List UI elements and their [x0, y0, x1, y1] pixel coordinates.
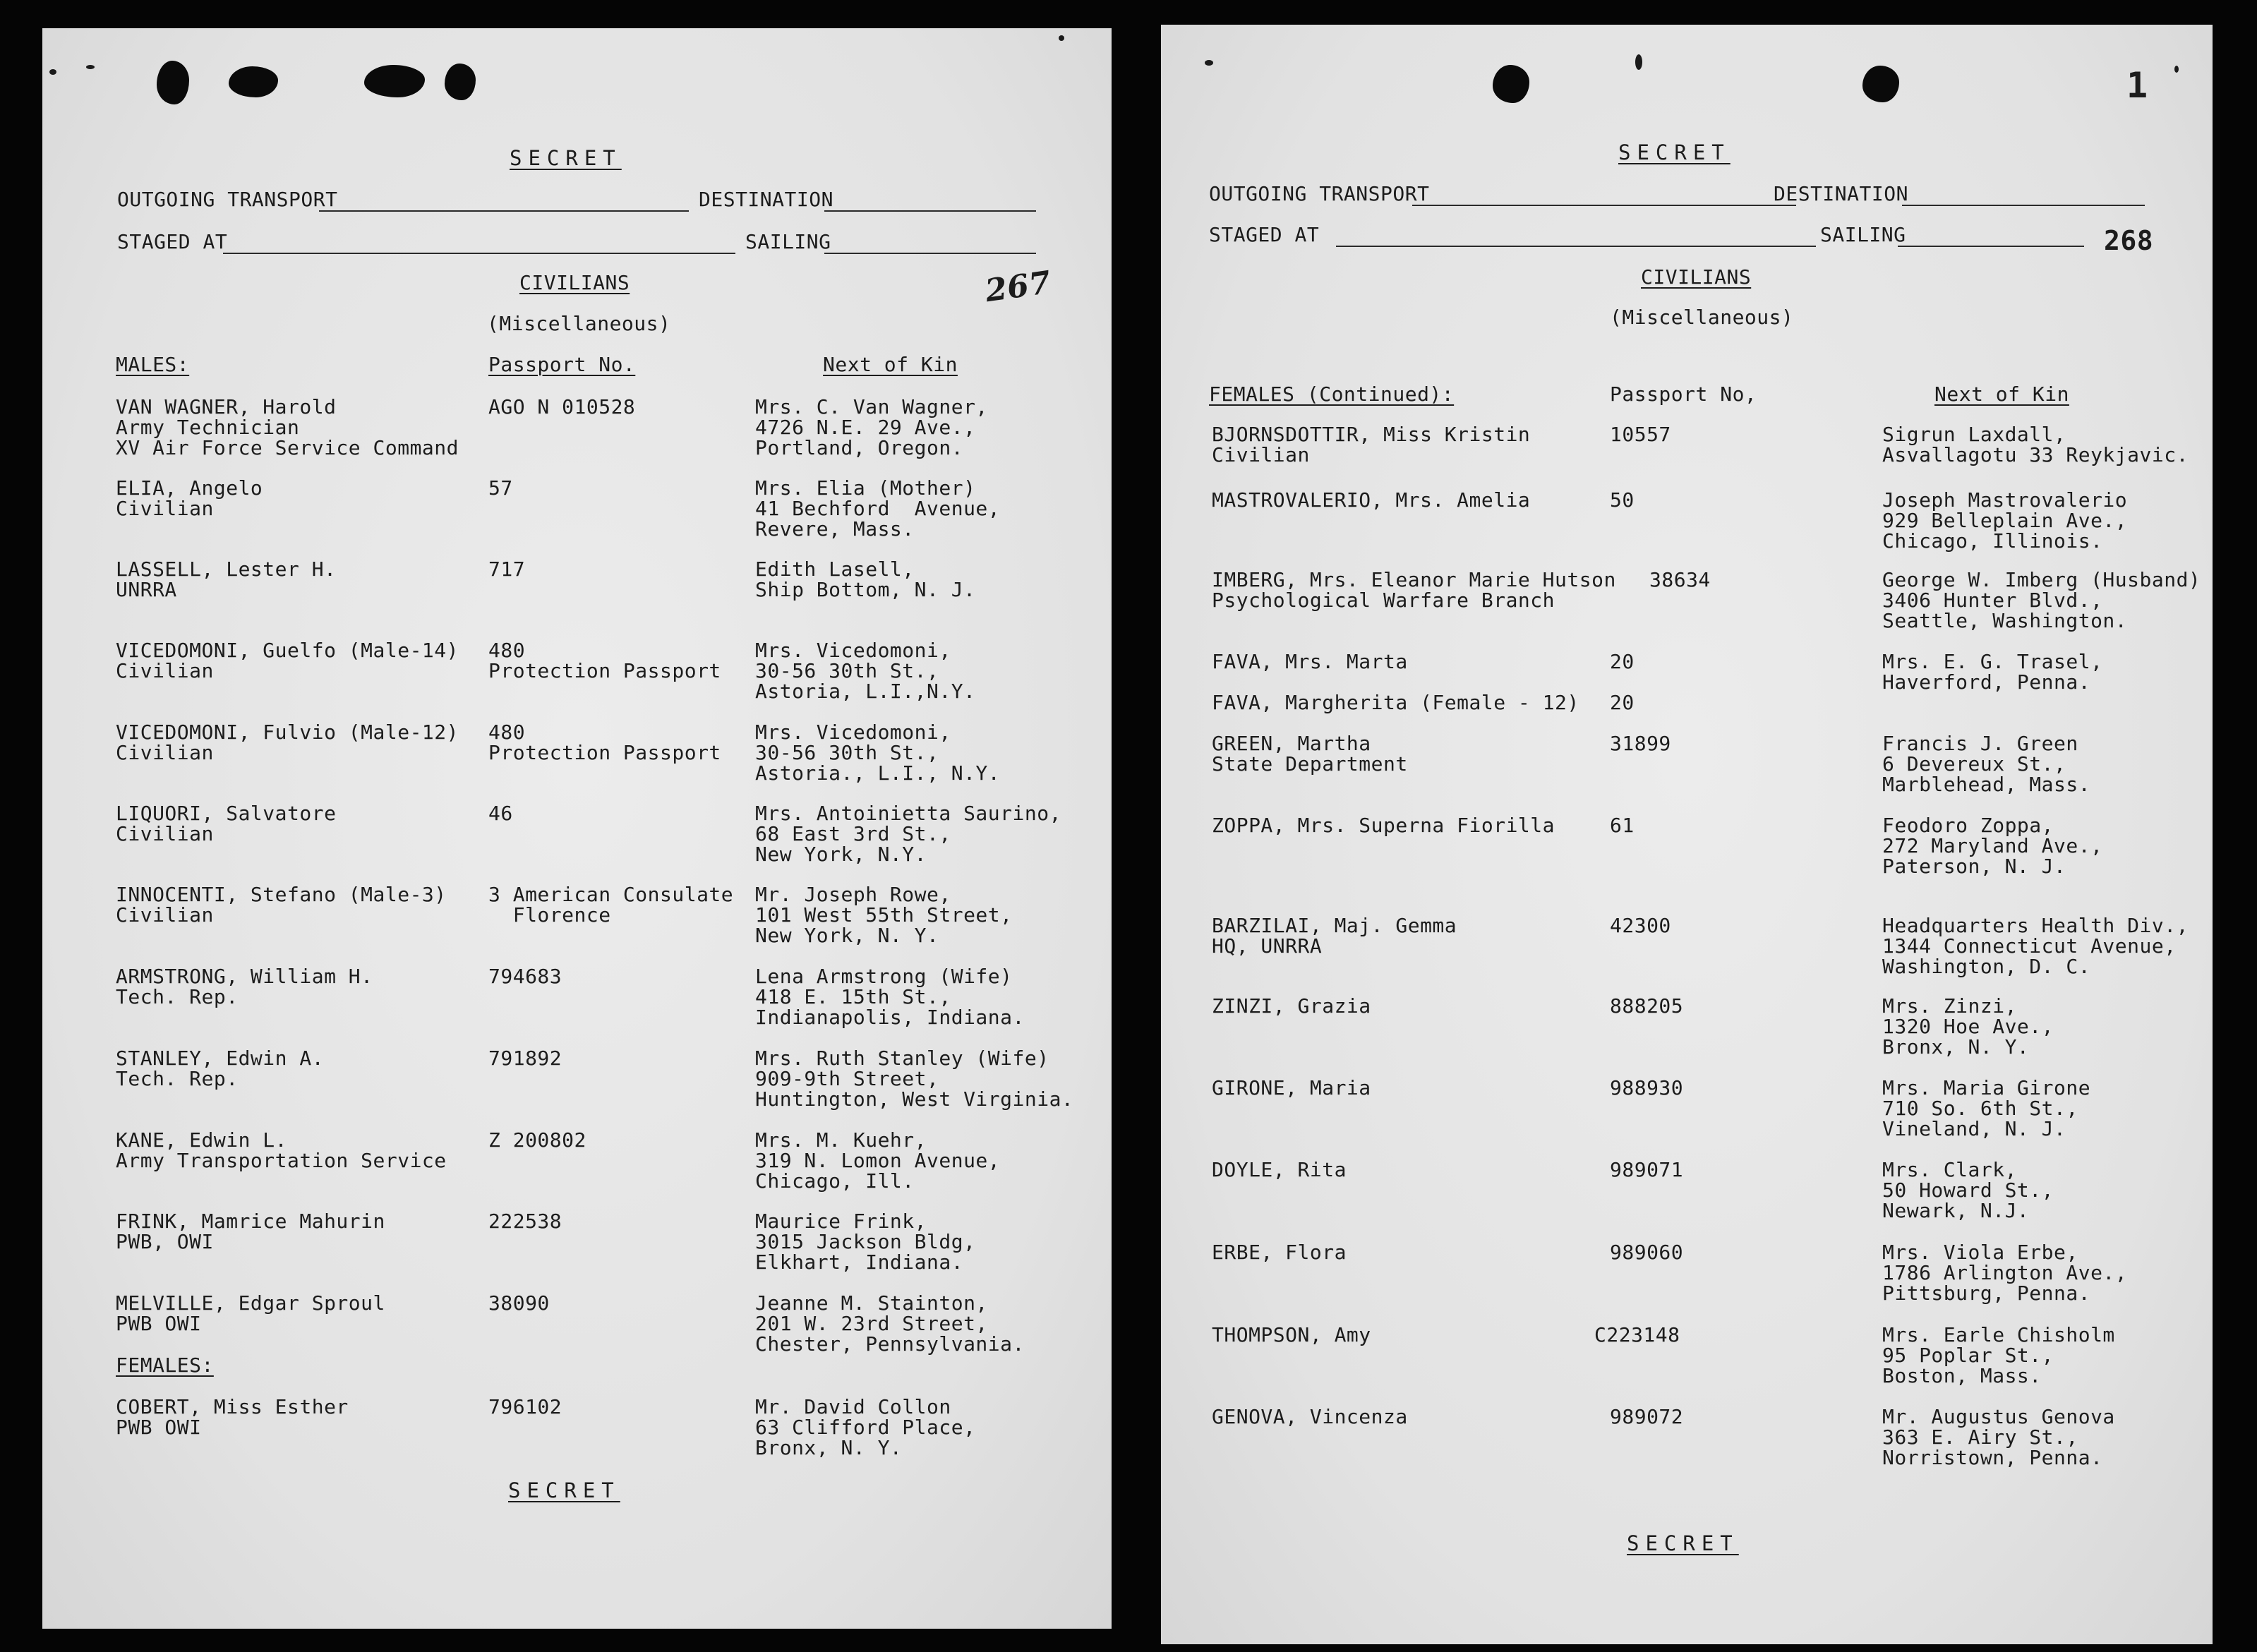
passenger-name-cell: [116, 478, 263, 519]
next-of-kin-cell-line: New York, N. Y.: [755, 924, 939, 947]
passport-number-cell: [1610, 651, 1635, 672]
passenger-name-cell-line: GREEN, Martha: [1212, 732, 1371, 755]
column-header-kin: Next of Kin: [1934, 382, 2069, 406]
next-of-kin-cell: [755, 803, 1061, 864]
passport-number-cell: [488, 722, 721, 763]
passport-number-cell-line: 989060: [1610, 1241, 1684, 1264]
next-of-kin-cell-line: Sigrun Laxdall,: [1882, 423, 2066, 446]
next-of-kin-cell-line: Mrs. Vicedomoni,: [755, 639, 951, 662]
passport-number-cell-line: Protection Passport: [488, 659, 721, 682]
passenger-name-cell-line: DOYLE, Rita: [1212, 1158, 1347, 1181]
next-of-kin-cell: [1882, 569, 2201, 631]
next-of-kin-cell-line: Mrs. Vicedomoni,: [755, 721, 951, 744]
next-of-kin-cell: [755, 1293, 1025, 1354]
section-subtitle: (Miscellaneous): [1610, 306, 1794, 329]
column-header-kin: Next of Kin: [823, 353, 958, 376]
passport-number-cell-line: 46: [488, 802, 513, 825]
next-of-kin-cell-line: 101 West 55th Street,: [755, 903, 1013, 927]
passport-number-cell-line: 31899: [1610, 732, 1671, 755]
passenger-name-cell-line: KANE, Edwin L.: [116, 1128, 288, 1152]
passport-number-cell: [488, 1293, 550, 1313]
next-of-kin-cell-line: Boston, Mass.: [1882, 1364, 2042, 1387]
passport-number-cell-line: 791892: [488, 1047, 562, 1070]
next-of-kin-cell-line: 319 N. Lomon Avenue,: [755, 1149, 1001, 1172]
secret-heading-top: SECRET: [1618, 140, 1731, 164]
next-of-kin-cell: [755, 1130, 1000, 1191]
next-of-kin-cell-line: Francis J. Green: [1882, 732, 2078, 755]
passenger-name-cell: [116, 1293, 385, 1334]
next-of-kin-cell-line: 95 Poplar St.,: [1882, 1344, 2054, 1367]
passenger-name-cell-line: PWB, OWI: [116, 1230, 214, 1253]
next-of-kin-cell-line: Pittsburg, Penna.: [1882, 1282, 2091, 1305]
passport-number-cell: [488, 640, 721, 681]
passenger-name-cell: [116, 1130, 447, 1171]
corner-mark: 1: [2126, 65, 2148, 106]
passport-number-cell: [488, 884, 733, 925]
next-of-kin-cell: [755, 966, 1025, 1027]
passport-number-cell: [488, 559, 525, 579]
next-of-kin-cell-line: New York, N.Y.: [755, 843, 927, 866]
next-of-kin-cell-line: Feodoro Zoppa,: [1882, 814, 2054, 837]
next-of-kin-cell-line: Headquarters Health Div.,: [1882, 914, 2189, 937]
next-of-kin-cell: [1882, 1078, 2090, 1139]
passport-number-cell: [1610, 733, 1671, 754]
ink-speck: [86, 65, 95, 69]
passenger-name-cell-line: ERBE, Flora: [1212, 1241, 1347, 1264]
next-of-kin-cell-line: 418 E. 15th St.,: [755, 985, 951, 1008]
next-of-kin-cell-line: 1320 Hoe Ave.,: [1882, 1015, 2054, 1038]
next-of-kin-cell-line: Astoria, L.I.,N.Y.: [755, 680, 976, 703]
passenger-name-cell: [116, 1211, 385, 1252]
passport-number-cell-line: Z 200802: [488, 1128, 586, 1152]
punch-hole-decoration: [1493, 65, 1529, 103]
passenger-name-cell-line: COBERT, Miss Esther: [116, 1395, 349, 1418]
next-of-kin-cell-line: Paterson, N. J.: [1882, 855, 2066, 878]
passenger-name-cell-line: PWB OWI: [116, 1416, 202, 1439]
next-of-kin-cell-line: Edith Lasell,: [755, 557, 915, 581]
next-of-kin-cell-line: Mrs. Viola Erbe,: [1882, 1241, 2078, 1264]
next-of-kin-cell-line: Chicago, Illinois.: [1882, 529, 2103, 553]
next-of-kin-cell-line: 3406 Hunter Blvd.,: [1882, 589, 2103, 612]
passport-number-cell-line: 61: [1610, 814, 1635, 837]
passenger-name-cell-line: Civilian: [116, 903, 214, 927]
passenger-name-cell-line: Civilian: [116, 497, 214, 520]
next-of-kin-cell-line: Mr. David Collon: [755, 1395, 951, 1418]
passport-number-cell: [1610, 424, 1671, 445]
next-of-kin-cell-line: Haverford, Penna.: [1882, 670, 2091, 694]
passenger-name-cell: [1212, 569, 1616, 610]
passenger-name-cell-line: PWB OWI: [116, 1312, 202, 1335]
passenger-name-cell: [1212, 1406, 1408, 1427]
passport-number-cell-line: 38634: [1649, 568, 1711, 591]
secret-heading-bottom: SECRET: [1627, 1531, 1739, 1555]
passenger-name-cell: [116, 803, 336, 844]
passenger-name-cell: [1212, 692, 1579, 713]
next-of-kin-cell-line: Mrs. Clark,: [1882, 1158, 2017, 1181]
passenger-name-cell: [1212, 424, 1530, 465]
ink-speck: [49, 69, 56, 75]
passport-number-cell-line: 10557: [1610, 423, 1671, 446]
passport-number-cell: [1610, 490, 1635, 510]
next-of-kin-cell-line: Seattle, Washington.: [1882, 609, 2128, 632]
passport-number-cell: [488, 1130, 586, 1150]
passenger-name-cell-line: GENOVA, Vincenza: [1212, 1405, 1408, 1428]
next-of-kin-cell-line: 6 Devereux St.,: [1882, 752, 2066, 776]
passenger-name-cell-line: LIQUORI, Salvatore: [116, 802, 337, 825]
next-of-kin-cell: [755, 478, 1000, 539]
destination-label: DESTINATION: [1774, 182, 1908, 205]
next-of-kin-cell-line: Jeanne M. Stainton,: [755, 1291, 988, 1315]
passport-number-cell: [1649, 569, 1711, 590]
sailing-blank: [1898, 246, 2084, 247]
next-of-kin-cell: [1882, 1406, 2115, 1468]
next-of-kin-cell: [1882, 733, 2090, 795]
stamped-page-number: 268: [2104, 225, 2154, 256]
passenger-name-cell: [116, 966, 373, 1007]
passenger-name-cell-line: Civilian: [116, 741, 214, 764]
next-of-kin-cell: [755, 1397, 975, 1458]
next-of-kin-cell-line: Bronx, N. Y.: [755, 1436, 903, 1459]
next-of-kin-cell-line: Mrs. Elia (Mother): [755, 476, 976, 500]
handwritten-page-number: 267: [982, 264, 1054, 310]
ink-speck: [1205, 60, 1213, 66]
staged-at-label: STAGED AT: [117, 230, 228, 253]
passenger-name-cell-line: Civilian: [116, 659, 214, 682]
next-of-kin-cell-line: Mrs. E. G. Trasel,: [1882, 650, 2103, 673]
passenger-name-cell: [116, 640, 459, 681]
passenger-name-cell: [116, 397, 459, 458]
next-of-kin-cell-line: 63 Clifford Place,: [755, 1416, 976, 1439]
passport-number-cell-line: 3 American Consulate: [488, 883, 734, 906]
passenger-name-cell-line: FAVA, Margherita (Female - 12): [1212, 691, 1579, 714]
next-of-kin-cell-line: Mrs. Zinzi,: [1882, 994, 2017, 1018]
passport-number-cell-line: 480: [488, 721, 526, 744]
next-of-kin-cell-line: Mrs. C. Van Wagner,: [755, 395, 988, 418]
passenger-name-cell-line: IMBERG, Mrs. Eleanor Marie Hutson: [1212, 568, 1616, 591]
next-of-kin-cell-line: 68 East 3rd St.,: [755, 822, 951, 845]
next-of-kin-cell: [1882, 1242, 2127, 1303]
manifest-page-267: [42, 28, 1112, 1629]
passport-number-cell-line: 989071: [1610, 1158, 1684, 1181]
destination-blank: [1902, 205, 2145, 206]
passenger-name-cell-line: Army Technician: [116, 416, 300, 439]
next-of-kin-cell-line: Mrs. Ruth Stanley (Wife): [755, 1047, 1049, 1070]
passenger-name-cell-line: VAN WAGNER, Harold: [116, 395, 337, 418]
next-of-kin-cell-line: Lena Armstrong (Wife): [755, 965, 1013, 988]
next-of-kin-cell-line: George W. Imberg (Husband): [1882, 568, 2201, 591]
passport-number-cell-line: Protection Passport: [488, 741, 721, 764]
next-of-kin-cell: [755, 1211, 975, 1272]
next-of-kin-cell-line: Asvallagotu 33 Reykjavic.: [1882, 443, 2189, 466]
passenger-name-cell: [1212, 1325, 1371, 1345]
next-of-kin-cell-line: 30-56 30th St.,: [755, 659, 939, 682]
next-of-kin-cell-line: Mrs. M. Kuehr,: [755, 1128, 927, 1152]
passenger-name-cell: [116, 884, 447, 925]
next-of-kin-cell: [755, 397, 988, 458]
next-of-kin-cell: [755, 884, 1013, 946]
next-of-kin-cell: [755, 559, 975, 600]
passport-number-cell: [1610, 1242, 1683, 1262]
passport-number-cell: [488, 1048, 562, 1068]
staged-at-label: STAGED AT: [1209, 223, 1320, 246]
passenger-name-cell-line: FAVA, Mrs. Marta: [1212, 650, 1408, 673]
secret-heading-top: SECRET: [510, 146, 622, 170]
passport-number-cell-line: Florence: [488, 903, 611, 927]
passenger-name-cell-line: ZOPPA, Mrs. Superna Fiorilla: [1212, 814, 1555, 837]
sailing-blank: [824, 253, 1036, 254]
punch-hole-decoration: [157, 61, 189, 104]
next-of-kin-cell: [1882, 424, 2189, 465]
destination-label: DESTINATION: [699, 188, 833, 211]
column-header-passport: Passport No.: [488, 353, 636, 376]
next-of-kin-cell-line: Newark, N.J.: [1882, 1199, 2030, 1222]
passenger-name-cell: [1212, 996, 1371, 1016]
passport-number-cell-line: 717: [488, 557, 526, 581]
passport-number-cell-line: 20: [1610, 691, 1635, 714]
next-of-kin-cell-line: 50 Howard St.,: [1882, 1178, 2054, 1202]
passport-number-cell: [1594, 1325, 1680, 1345]
next-of-kin-cell-line: Joseph Mastrovalerio: [1882, 488, 2128, 512]
passenger-name-cell-line: ARMSTRONG, William H.: [116, 965, 373, 988]
punch-hole-decoration: [364, 65, 425, 97]
passenger-name-cell-line: STANLEY, Edwin A.: [116, 1047, 325, 1070]
sailing-label: SAILING: [1820, 223, 1906, 246]
destination-blank: [824, 210, 1036, 212]
next-of-kin-cell: [1882, 651, 2102, 692]
column-header-passport: Passport No,: [1610, 382, 1757, 406]
passport-number-cell: [488, 397, 635, 417]
next-of-kin-cell: [1882, 996, 2054, 1057]
passenger-name-cell: [1212, 733, 1408, 774]
passport-number-cell-line: 38090: [488, 1291, 550, 1315]
passport-number-cell: [1610, 692, 1635, 713]
next-of-kin-cell-line: Chicago, Ill.: [755, 1169, 915, 1193]
next-of-kin-cell-line: Bronx, N. Y.: [1882, 1035, 2030, 1059]
passenger-name-cell-line: Psychological Warfare Branch: [1212, 589, 1555, 612]
next-of-kin-cell: [1882, 490, 2127, 551]
passport-number-cell: [1610, 915, 1671, 936]
next-of-kin-cell: [755, 1048, 1073, 1109]
passenger-name-cell: [116, 722, 459, 763]
sailing-label: SAILING: [745, 230, 831, 253]
next-of-kin-cell-line: Norristown, Penna.: [1882, 1446, 2103, 1469]
ink-speck: [2174, 66, 2179, 73]
passenger-name-cell: [1212, 1078, 1371, 1098]
passenger-name-cell-line: BJORNSDOTTIR, Miss Kristin: [1212, 423, 1531, 446]
passenger-name-cell-line: THOMPSON, Amy: [1212, 1323, 1371, 1346]
passport-number-cell: [1610, 1406, 1683, 1427]
passport-number-cell: [488, 478, 513, 498]
next-of-kin-cell-line: Astoria., L.I., N.Y.: [755, 761, 1001, 785]
section-subtitle: (Miscellaneous): [487, 312, 671, 335]
passenger-name-cell-line: Tech. Rep.: [116, 985, 239, 1008]
passenger-name-cell-line: MASTROVALERIO, Mrs. Amelia: [1212, 488, 1531, 512]
passenger-name-cell-line: ZINZI, Grazia: [1212, 994, 1371, 1018]
next-of-kin-cell-line: 41 Bechford Avenue,: [755, 497, 1001, 520]
passport-number-cell-line: 20: [1610, 650, 1635, 673]
section-title: CIVILIANS: [1641, 265, 1752, 289]
passenger-name-cell-line: XV Air Force Service Command: [116, 436, 459, 459]
passport-number-cell-line: 480: [488, 639, 526, 662]
passenger-name-cell: [1212, 651, 1408, 672]
next-of-kin-cell: [1882, 815, 2102, 876]
passenger-name-cell-line: HQ, UNRRA: [1212, 934, 1323, 958]
punch-hole-decoration: [1862, 66, 1899, 102]
passport-number-cell: [488, 966, 562, 987]
passenger-name-cell: [1212, 915, 1457, 956]
passenger-name-cell-line: LASSELL, Lester H.: [116, 557, 337, 581]
secret-heading-bottom: SECRET: [508, 1478, 620, 1502]
passenger-name-cell-line: FRINK, Mamrice Mahurin: [116, 1210, 385, 1233]
passenger-name-cell: [1212, 815, 1555, 836]
punch-hole-decoration: [445, 64, 476, 100]
next-of-kin-cell-line: Huntington, West Virginia.: [755, 1087, 1074, 1111]
passport-number-cell-line: 796102: [488, 1395, 562, 1418]
passport-number-cell-line: 42300: [1610, 914, 1671, 937]
passenger-name-cell-line: VICEDOMONI, Guelfo (Male-14): [116, 639, 459, 662]
next-of-kin-cell-line: Mr. Joseph Rowe,: [755, 883, 951, 906]
passport-number-cell-line: C223148: [1594, 1323, 1680, 1346]
next-of-kin-cell-line: 1786 Arlington Ave.,: [1882, 1261, 2128, 1284]
passenger-name-cell: [1212, 1159, 1347, 1180]
next-of-kin-cell-line: Mrs. Antoinietta Saurino,: [755, 802, 1061, 825]
passenger-name-cell-line: Civilian: [1212, 443, 1310, 466]
passenger-name-cell: [116, 1048, 324, 1089]
passenger-name-cell-line: Civilian: [116, 822, 214, 845]
next-of-kin-cell-line: Mrs. Maria Girone: [1882, 1076, 2091, 1099]
ink-speck: [1635, 54, 1642, 70]
next-of-kin-cell-line: 4726 N.E. 29 Ave.,: [755, 416, 976, 439]
next-of-kin-cell: [1882, 915, 2189, 977]
passport-number-cell-line: 988930: [1610, 1076, 1684, 1099]
outgoing-transport-blank: [319, 210, 689, 212]
next-of-kin-cell-line: Indianapolis, Indiana.: [755, 1006, 1025, 1029]
manifest-page-268: [1161, 25, 2213, 1644]
section-title: CIVILIANS: [519, 271, 630, 294]
passport-number-cell: [488, 1397, 562, 1417]
passport-number-cell: [1610, 815, 1635, 836]
passport-number-cell: [488, 803, 513, 824]
next-of-kin-cell-line: Chester, Pennsylvania.: [755, 1332, 1025, 1356]
next-of-kin-cell-line: 363 E. Airy St.,: [1882, 1425, 2078, 1449]
next-of-kin-cell-line: 1344 Connecticut Avenue,: [1882, 934, 2177, 958]
next-of-kin-cell-line: Mr. Augustus Genova: [1882, 1405, 2115, 1428]
column-header-name: FEMALES (Continued):: [1209, 382, 1455, 406]
females-header: FEMALES:: [116, 1353, 214, 1377]
passenger-name-cell: [116, 1397, 349, 1437]
passport-number-cell: [1610, 1078, 1683, 1098]
passenger-name-cell-line: State Department: [1212, 752, 1408, 776]
next-of-kin-cell-line: Elkhart, Indiana.: [755, 1250, 964, 1274]
column-header-name: MALES:: [116, 353, 190, 376]
passport-number-cell-line: 989072: [1610, 1405, 1684, 1428]
passport-number-cell: [488, 1211, 562, 1231]
next-of-kin-cell-line: Marblehead, Mass.: [1882, 773, 2091, 796]
outgoing-transport-blank: [1412, 205, 1796, 206]
next-of-kin-cell-line: Vineland, N. J.: [1882, 1117, 2066, 1140]
next-of-kin-cell: [1882, 1325, 2115, 1386]
passenger-name-cell-line: VICEDOMONI, Fulvio (Male-12): [116, 721, 459, 744]
passport-number-cell-line: 57: [488, 476, 513, 500]
passenger-name-cell-line: INNOCENTI, Stefano (Male-3): [116, 883, 447, 906]
next-of-kin-cell-line: 710 So. 6th St.,: [1882, 1097, 2078, 1120]
staged-at-blank: [223, 253, 735, 254]
next-of-kin-cell-line: Portland, Oregon.: [755, 436, 964, 459]
next-of-kin-cell-line: Maurice Frink,: [755, 1210, 927, 1233]
next-of-kin-cell-line: 30-56 30th St.,: [755, 741, 939, 764]
passport-number-cell: [1610, 1159, 1683, 1180]
passenger-name-cell-line: UNRRA: [116, 578, 177, 601]
next-of-kin-cell-line: Mrs. Earle Chisholm: [1882, 1323, 2115, 1346]
passport-number-cell-line: 222538: [488, 1210, 562, 1233]
next-of-kin-cell: [1882, 1159, 2054, 1221]
ink-speck: [1059, 35, 1064, 41]
outgoing-transport-label: OUTGOING TRANSPORT: [1209, 182, 1430, 205]
staged-at-blank: [1336, 246, 1816, 247]
passenger-name-cell-line: Army Transportation Service: [116, 1149, 447, 1172]
passport-number-cell: [1610, 996, 1683, 1016]
passport-number-cell-line: AGO N 010528: [488, 395, 636, 418]
passenger-name-cell: [116, 559, 336, 600]
next-of-kin-cell-line: 3015 Jackson Bldg,: [755, 1230, 976, 1253]
passenger-name-cell: [1212, 490, 1530, 510]
passenger-name-cell-line: BARZILAI, Maj. Gemma: [1212, 914, 1457, 937]
passenger-name-cell-line: MELVILLE, Edgar Sproul: [116, 1291, 385, 1315]
passport-number-cell-line: 50: [1610, 488, 1635, 512]
outgoing-transport-label: OUTGOING TRANSPORT: [117, 188, 338, 211]
next-of-kin-cell-line: 909-9th Street,: [755, 1067, 939, 1090]
passport-number-cell-line: 888205: [1610, 994, 1684, 1018]
next-of-kin-cell-line: 272 Maryland Ave.,: [1882, 834, 2103, 857]
next-of-kin-cell-line: 929 Belleplain Ave.,: [1882, 509, 2128, 532]
passport-number-cell-line: 794683: [488, 965, 562, 988]
passenger-name-cell-line: ELIA, Angelo: [116, 476, 263, 500]
next-of-kin-cell-line: Washington, D. C.: [1882, 955, 2091, 978]
next-of-kin-cell-line: 201 W. 23rd Street,: [755, 1312, 988, 1335]
passenger-name-cell-line: GIRONE, Maria: [1212, 1076, 1371, 1099]
next-of-kin-cell-line: Ship Bottom, N. J.: [755, 578, 976, 601]
next-of-kin-cell-line: Revere, Mass.: [755, 517, 915, 541]
punch-hole-decoration: [229, 66, 278, 97]
next-of-kin-cell: [755, 722, 1000, 783]
passenger-name-cell-line: Tech. Rep.: [116, 1067, 239, 1090]
passenger-name-cell: [1212, 1242, 1347, 1262]
next-of-kin-cell: [755, 640, 975, 701]
